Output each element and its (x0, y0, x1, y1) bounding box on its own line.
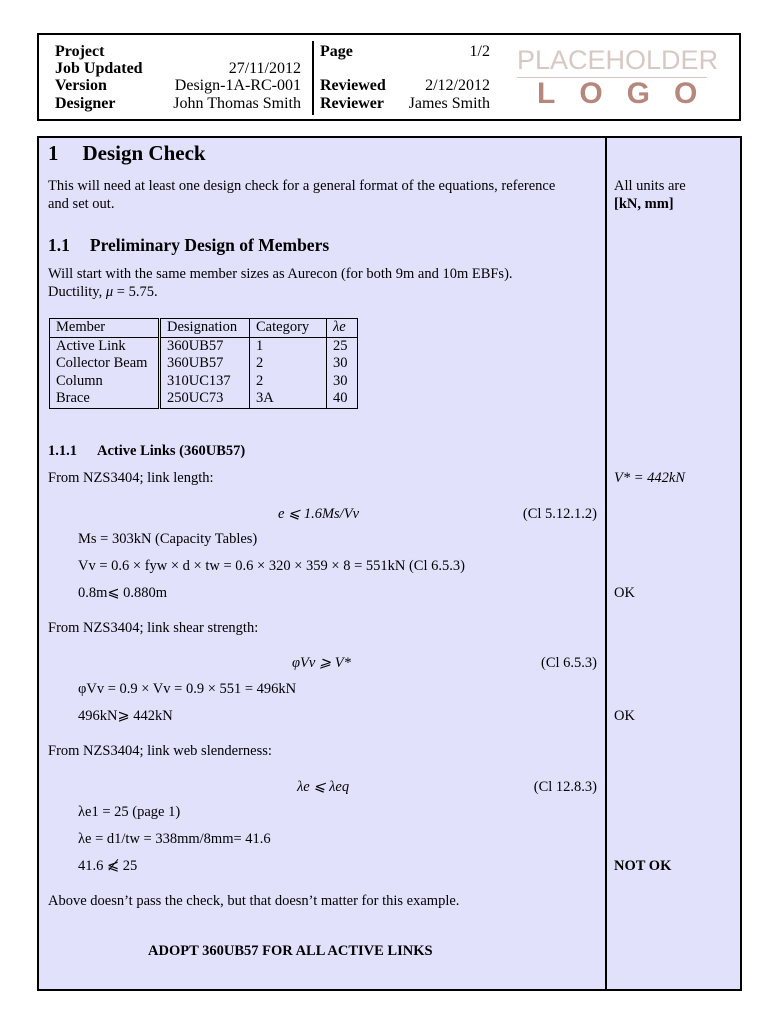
margin-column-divider (605, 138, 607, 989)
table-header-cell: λe (327, 319, 358, 338)
table-cell: 310UC137 (160, 373, 250, 391)
table-cell: 250UC73 (160, 390, 250, 408)
designer-label: Designer (55, 95, 116, 112)
ms-line: Ms = 303kN (Capacity Tables) (78, 531, 258, 547)
table-cell: 25 (327, 337, 358, 355)
section-title: Design Check (82, 141, 206, 165)
section-number: 1 (48, 141, 59, 165)
reviewer-value: James Smith (408, 95, 490, 112)
designer-value: John Thomas Smith (173, 95, 301, 112)
units-note-line-2: [kN, mm] (614, 196, 674, 212)
equation-web-slenderness: λe ⩽ λeq (297, 779, 350, 795)
conclusion-text: Above doesn’t pass the check, but that doesn’t matter for this example. (48, 893, 460, 909)
table-header-cell: Designation (160, 319, 250, 338)
member-sizes-table (49, 318, 358, 409)
lambda-e1-line: λe1 = 25 (page 1) (78, 804, 181, 820)
section-title: Active Links (360UB57) (97, 443, 246, 459)
table-row (50, 355, 358, 373)
lambda-e-line: λe = d1/tw = 338mm/8mm= 41.6 (78, 831, 271, 847)
slenderness-check-line: 41.6 ⩽̸ 25 (78, 858, 138, 874)
section-1-1-1-heading (48, 443, 245, 460)
section-1-heading (48, 141, 206, 166)
page-value: 1/2 (469, 43, 490, 60)
table-row (50, 373, 358, 391)
table-cell: 40 (327, 390, 358, 408)
table-cell: 360UB57 (160, 355, 250, 373)
table-header-cell: Category (250, 319, 327, 338)
job-updated-label: Job Updated (55, 60, 143, 77)
length-check-result: OK (614, 585, 635, 601)
table-cell: Collector Beam (50, 355, 160, 373)
logo-text: LOGO (537, 77, 722, 110)
table-header-row (50, 319, 358, 338)
vv-line: Vv = 0.6 × fyw × d × tw = 0.6 × 320 × 359 × 8 = 551kN (Cl 6.5.3) (78, 558, 465, 574)
table-cell: 30 (327, 355, 358, 373)
title-block (37, 33, 741, 121)
table-cell: 360UB57 (160, 337, 250, 355)
clause-ref-5-12-1-2: (Cl 5.12.1.2) (522, 506, 597, 522)
header-divider (312, 41, 314, 115)
web-slenderness-intro: From NZS3404; link web slenderness: (48, 743, 272, 759)
reviewer-label: Reviewer (320, 95, 384, 112)
reviewed-label: Reviewed (320, 77, 386, 94)
table-cell: Brace (50, 390, 160, 408)
section-title: Preliminary Design of Members (89, 235, 330, 255)
table-cell: 3A (250, 390, 327, 408)
adopt-statement: ADOPT 360UB57 FOR ALL ACTIVE LINKS (148, 943, 433, 959)
design-check-body (37, 136, 742, 991)
units-note-line-1: All units are (614, 178, 686, 194)
version-value: Design-1A-RC-001 (174, 77, 301, 94)
shear-check-result: OK (614, 708, 635, 724)
table-cell: 1 (250, 337, 327, 355)
section-1-1-heading (48, 235, 329, 256)
ductility-value: = 5.75. (113, 284, 158, 300)
preliminary-text-line-1: Will start with the same member sizes as Aurecon (for both 9m and 10m EBFs). (48, 266, 513, 282)
table-header-cell: Member (50, 319, 160, 338)
logo-placeholder-text: PLACEHOLDER (517, 45, 719, 75)
design-shear-note: V* = 442kN (614, 470, 685, 486)
job-updated-value: 27/11/2012 (228, 60, 301, 77)
slenderness-check-result: NOT OK (614, 858, 672, 874)
table-row (50, 337, 358, 355)
equation-shear-strength: φVv ⩾ V* (292, 655, 351, 671)
equation-link-length: e ⩽ 1.6Ms/Vv (278, 506, 360, 522)
table-cell: Active Link (50, 337, 160, 355)
length-check-line: 0.8m⩽ 0.880m (78, 585, 168, 601)
table-cell: Column (50, 373, 160, 391)
clause-ref-6-5-3: (Cl 6.5.3) (541, 655, 597, 671)
table-cell: 2 (250, 373, 327, 391)
preliminary-text-line-2 (48, 284, 158, 301)
intro-line-2: and set out. (48, 196, 115, 212)
shear-strength-intro: From NZS3404; link shear strength: (48, 620, 259, 636)
reviewed-value: 2/12/2012 (425, 77, 490, 94)
section-number: 1.1 (48, 235, 70, 255)
version-label: Version (55, 77, 107, 94)
table-cell: 30 (327, 373, 358, 391)
phi-vv-line: φVv = 0.9 × Vv = 0.9 × 551 = 496kN (78, 681, 297, 697)
intro-line-1: This will need at least one design check for a general format of the equations, reference (48, 178, 556, 194)
project-label: Project (55, 43, 105, 60)
mu-symbol: μ (105, 284, 114, 300)
clause-ref-12-8-3: (Cl 12.8.3) (533, 779, 597, 795)
page-label: Page (320, 43, 353, 60)
link-length-intro: From NZS3404; link length: (48, 470, 214, 486)
table-cell: 2 (250, 355, 327, 373)
shear-check-line: 496kN⩾ 442kN (78, 708, 173, 724)
ductility-label: Ductility, (48, 284, 106, 300)
section-number: 1.1.1 (48, 443, 77, 459)
table-row (50, 390, 358, 408)
